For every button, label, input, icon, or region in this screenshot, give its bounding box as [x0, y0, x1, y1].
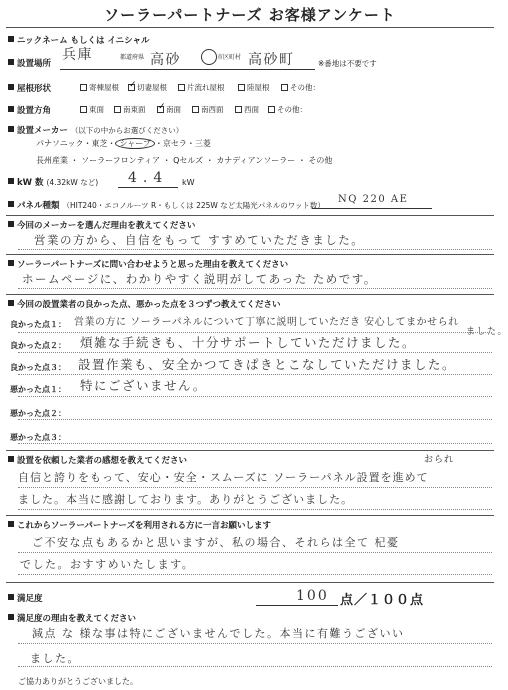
roof-option-2[interactable]: 片流れ屋根 [178, 82, 225, 93]
score-reason-line-2: ました。 [30, 652, 80, 665]
city-label: 市区町村 [217, 54, 242, 61]
good-3-answer: 設置作業も、安全かつてきぱきとこなしていただけました。 [78, 357, 457, 372]
kw-label: kW 数 (4.32kW など) [8, 176, 98, 188]
score-reason-label: 満足度の理由を教えてください [8, 612, 136, 624]
impression-line-2: ました。本当に感謝しております。ありがとうございました。 [18, 493, 354, 506]
advice-label: これからソーラーパートナーズを利用される方に一言お願いします [8, 519, 271, 531]
direction-option-4[interactable]: 西面 [235, 104, 259, 115]
checkbox[interactable] [281, 84, 288, 91]
answer-line [18, 487, 492, 488]
panel-answer: NQ 220 AE [338, 194, 409, 205]
divider [6, 582, 494, 583]
location-city-answer: 高砂 [150, 52, 181, 68]
kw-answer: 4.4 [128, 170, 169, 186]
checkbox[interactable] [80, 106, 87, 113]
kw-unit: kW [182, 178, 195, 187]
answer-line [18, 352, 492, 353]
answer-line [18, 374, 492, 375]
reason-answer: 営業の方から、自信をもって すすめていただきました。 [34, 233, 365, 247]
location-label: 設置場所 [8, 57, 51, 69]
answer-line [18, 552, 492, 553]
why-us-label: ソーラーパートナーズに問い合わせようと思った理由を教えてください [8, 258, 288, 270]
answer-line [18, 288, 492, 289]
checkbox[interactable] [80, 84, 87, 91]
direction-label: 設置方角 [8, 104, 51, 116]
roof-option-3[interactable]: 陸屋根 [238, 82, 270, 93]
maker-label: 設置メーカー （以下の中からお選びください） [8, 124, 183, 136]
divider [6, 27, 494, 28]
checkbox[interactable] [235, 106, 242, 113]
panel-label: パネル種類 （HIT240・エコノルーツ R・もしくは 225W など太陽光パネルのワット数） [8, 199, 325, 211]
advice-line-1: ご不安な点もあるかと思いますが、私の場合、それらは全て 杞憂 [32, 536, 400, 549]
answer-line [18, 509, 492, 510]
score-reason-line-1: 減点 な 様な事は特にございませんでした。本当に有難うございい [32, 627, 405, 640]
answer-line [312, 208, 432, 209]
answer-line [118, 187, 178, 188]
divider [6, 254, 494, 255]
divider [6, 450, 494, 451]
answer-line [18, 666, 492, 667]
answer-line [18, 443, 492, 444]
pref-label: 都道府県 [120, 54, 145, 61]
answer-line [18, 249, 492, 250]
location-note: ※番地は不要です [318, 59, 377, 68]
maker-selected-circle: シャープ [115, 138, 154, 149]
bad-3-label: 悪かった点３： [10, 433, 66, 442]
checkbox[interactable] [238, 84, 245, 91]
advice-line-2: でした。おすすめいたします。 [20, 558, 195, 571]
direction-option-1[interactable]: 南東面 [114, 104, 146, 115]
good-bad-label: 今回の設置業者の良かった点、悪かった点を３つずつ教えてください [8, 298, 281, 310]
answer-line [256, 605, 338, 606]
score-label: 満足度 [8, 592, 43, 604]
divider [6, 215, 494, 216]
maker-line-2: 長州産業 ・ ソーラーフロンティア ・ Qセルズ ・ カナディアンソーラー ・ その他 [36, 156, 333, 165]
answer-line [60, 69, 315, 70]
circle-mark [201, 49, 217, 65]
answer-line [18, 396, 492, 397]
good-1-extra: ました。 [466, 327, 508, 337]
answer-line [18, 419, 492, 420]
checkbox[interactable] [192, 106, 199, 113]
roof-label: 屋根形状 [8, 82, 51, 94]
bad-2-label: 悪かった点２： [10, 409, 66, 418]
good-2-label: 良かった点２： [10, 341, 66, 350]
score-answer: 100 [296, 588, 329, 604]
direction-option-3[interactable]: 南西面 [192, 104, 224, 115]
maker-line-1: パナソニック・東芝・ シャープ ・京セラ・三菱 [36, 139, 211, 148]
direction-option-5[interactable]: その他： [268, 104, 307, 115]
answer-line [18, 643, 492, 644]
direction-option-0[interactable]: 東面 [80, 104, 104, 115]
score-suffix: 点／１００点 [340, 593, 425, 608]
roof-option-0[interactable]: 寄棟屋根 [80, 82, 119, 93]
good-1-label: 良かった点１： [10, 320, 66, 329]
checkbox[interactable] [114, 106, 121, 113]
checkbox[interactable] [268, 106, 275, 113]
direction-option-2[interactable]: ✓ 南面 [157, 104, 181, 115]
roof-option-1[interactable]: ✓ 切妻屋根 [128, 82, 167, 93]
why-us-answer: ホームページに、わかりやすく説明がしてあった ためです。 [22, 272, 377, 286]
checkbox-checked[interactable] [157, 106, 164, 113]
good-3-label: 良かった点３： [10, 363, 66, 372]
roof-option-4[interactable]: その他： [281, 82, 320, 93]
impression-label: 設置を依頼した業者の感想を教えてください [8, 454, 187, 466]
divider [6, 515, 494, 516]
good-1-answer: 営業の方に ソーラーパネルについて丁寧に説明していただき 安心してまかせられ [74, 317, 459, 328]
divider [6, 294, 494, 295]
footer-thanks: ご協力ありがとうございました。 [18, 677, 138, 686]
bad-1-label: 悪かった点１： [10, 385, 66, 394]
reason-label: 今回のメーカーを選んだ理由を教えてください [8, 219, 195, 231]
impression-insert: おられ [424, 455, 455, 465]
answer-line [18, 574, 492, 575]
location-town-answer: 高砂町 [248, 52, 295, 68]
bad-1-answer: 特にございません。 [80, 378, 207, 393]
impression-line-1: 自信と誇りをもって、安心・安全・スムーズに ソーラーパネル設置を進めて [18, 471, 429, 484]
checkbox[interactable] [178, 84, 185, 91]
nickname-label: ニックネーム もしくは イニシャル [8, 34, 150, 46]
good-2-answer: 煩雑な手続きも、十分サポートしていただけました。 [80, 335, 417, 350]
nickname-answer: 兵庫 [62, 47, 93, 63]
page-title: ソーラーパートナーズ お客様アンケート [104, 6, 396, 24]
checkbox-checked[interactable] [128, 84, 135, 91]
